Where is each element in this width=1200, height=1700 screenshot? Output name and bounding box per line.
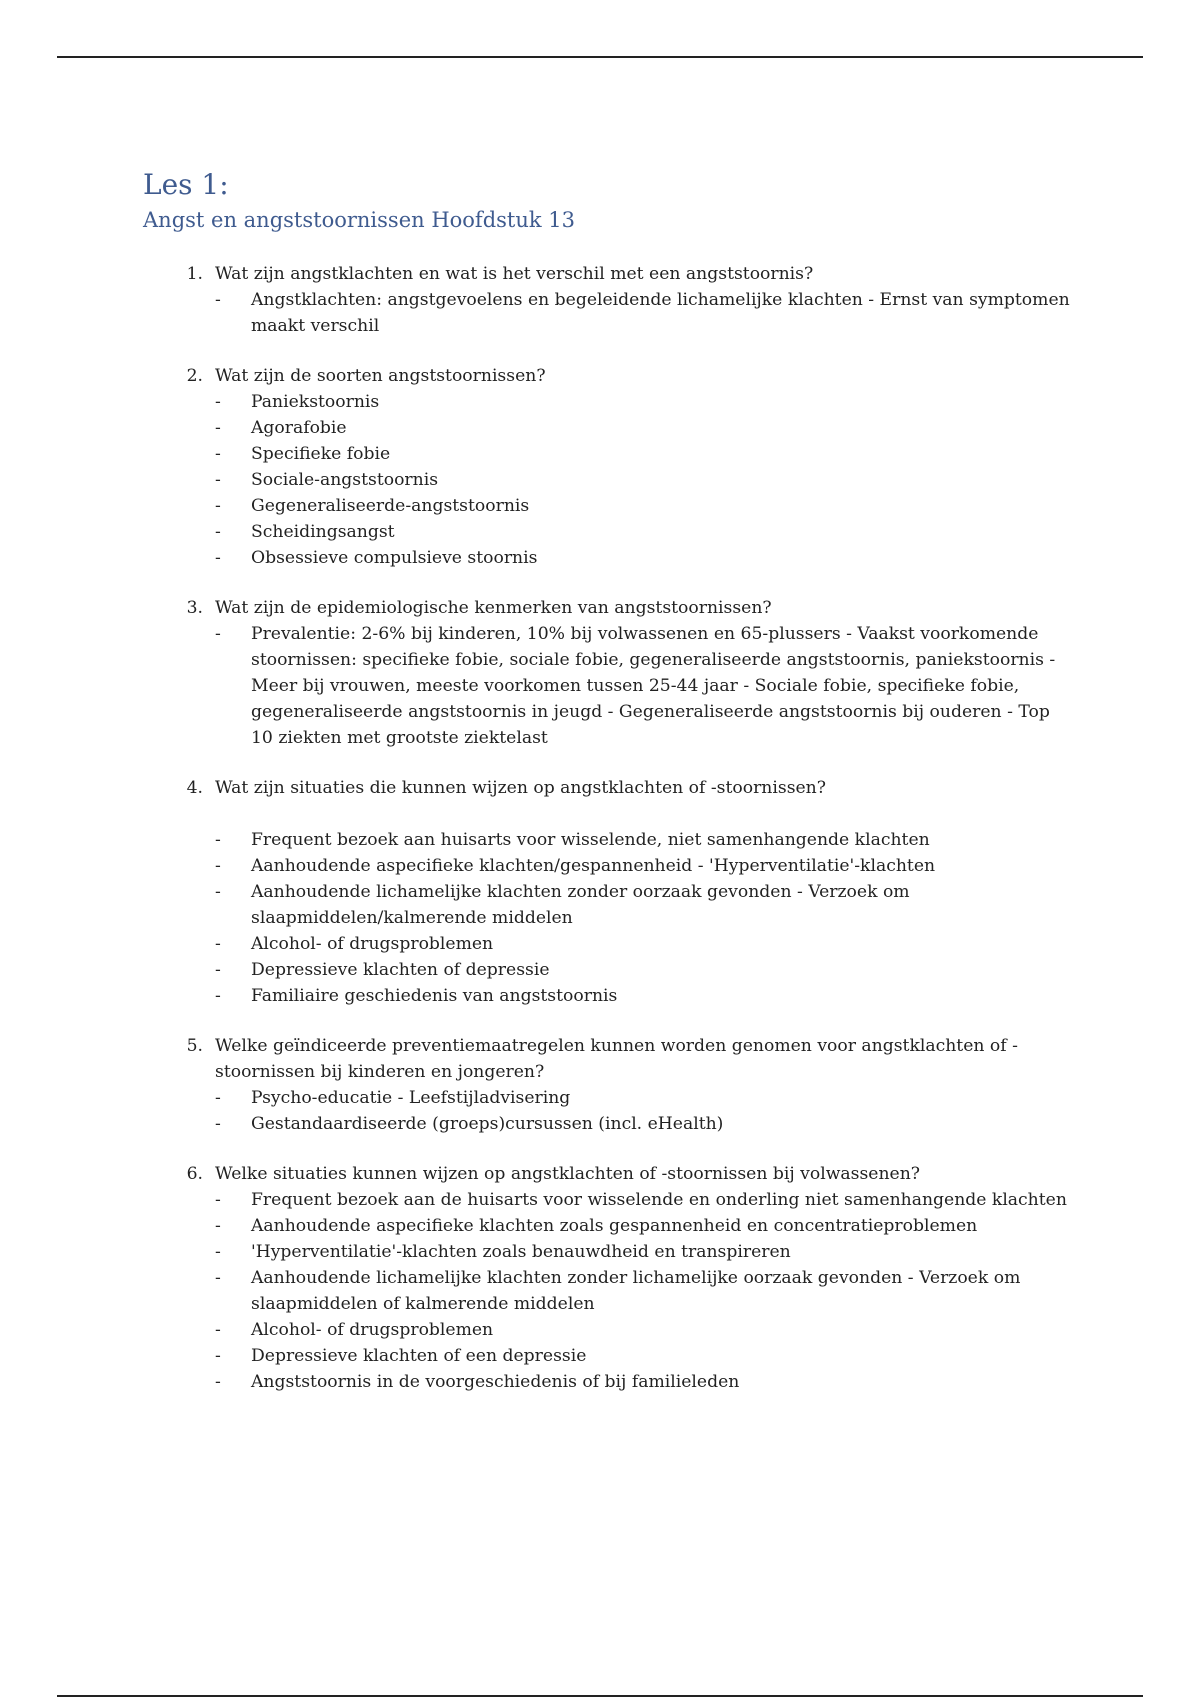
answer-text: Gestandaardiseerde (groeps)cursussen (incl. eHealth) (251, 1114, 724, 1134)
question-text: Welke geïndiceerde preventiemaatregelen kunnen worden genomen voor angstklachten of -stoornissen bij kinderen en jongeren? (215, 1036, 1018, 1082)
answer-text: Specifieke fobie (251, 444, 391, 464)
answer-text: Sociale-angststoornis (251, 470, 439, 490)
bullet-dash: - (215, 470, 221, 490)
question-text: Wat zijn de epidemiologische kenmerken van angststoornissen? (215, 598, 772, 618)
answer-text: Aanhoudende aspecifieke klachten/gespannenheid - 'Hyperventilatie'-klachten (251, 856, 936, 876)
answer-list (143, 1085, 1073, 1137)
top-rule (57, 56, 1143, 58)
question-text: Welke situaties kunnen wijzen op angstklachten of -stoornissen bij volwassenen? (215, 1164, 921, 1184)
question-number: 3. (186, 598, 203, 618)
answer-text: Frequent bezoek aan huisarts voor wisselende, niet samenhangende klachten (251, 830, 930, 850)
bullet-dash: - (215, 856, 221, 876)
answer-text: Obsessieve compulsieve stoornis (251, 548, 538, 568)
bullet-dash: - (215, 986, 221, 1006)
answer-item (143, 957, 1073, 983)
bullet-dash: - (215, 496, 221, 516)
answer-text: Alcohol- of drugsproblemen (251, 1320, 494, 1340)
answer-item (143, 441, 1073, 467)
answer-item (143, 1085, 1073, 1111)
answer-item (143, 519, 1073, 545)
question-row (143, 1033, 1073, 1085)
bullet-dash: - (215, 1190, 221, 1210)
bullet-dash: - (215, 1242, 221, 1262)
answer-item (143, 621, 1073, 751)
answer-text: Angststoornis in de voorgeschiedenis of bij familieleden (251, 1372, 740, 1392)
answer-text: Angstklachten: angstgevoelens en begeleidende lichamelijke klachten - Ernst van symptomen maakt verschil (251, 290, 1070, 336)
bullet-dash: - (215, 444, 221, 464)
answer-item (143, 389, 1073, 415)
bullet-dash: - (215, 624, 221, 644)
answer-item (143, 1239, 1073, 1265)
answer-list (143, 621, 1073, 751)
question-row (143, 261, 1073, 287)
bullet-dash: - (215, 548, 221, 568)
page-subtitle: Angst en angststoornissen Hoofdstuk 13 (143, 208, 575, 232)
answer-item (143, 931, 1073, 957)
bullet-dash: - (215, 1268, 221, 1288)
question-number: 4. (186, 778, 203, 798)
question-item (143, 775, 1073, 1009)
question-row (143, 1161, 1073, 1187)
question-list (143, 261, 1073, 1395)
bullet-dash: - (215, 1346, 221, 1366)
answer-text: Frequent bezoek aan de huisarts voor wisselende en onderling niet samenhangende klachten (251, 1190, 1067, 1210)
answer-list (143, 1187, 1073, 1395)
bullet-dash: - (215, 522, 221, 542)
answer-item (143, 415, 1073, 441)
answer-text: 'Hyperventilatie'-klachten zoals benauwdheid en transpireren (251, 1242, 791, 1262)
question-number: 2. (186, 366, 203, 386)
answer-item (143, 853, 1073, 879)
question-item (143, 1161, 1073, 1395)
question-item (143, 595, 1073, 751)
bullet-dash: - (215, 1320, 221, 1340)
spacer (143, 801, 1073, 827)
answer-text: Familiaire geschiedenis van angststoornis (251, 986, 618, 1006)
answer-item (143, 1369, 1073, 1395)
answer-item (143, 827, 1073, 853)
bullet-dash: - (215, 1216, 221, 1236)
answer-item (143, 1187, 1073, 1213)
question-row (143, 775, 1073, 801)
question-number: 1. (186, 264, 203, 284)
answer-item (143, 1317, 1073, 1343)
answer-item (143, 467, 1073, 493)
question-text: Wat zijn angstklachten en wat is het verschil met een angststoornis? (215, 264, 814, 284)
bullet-dash: - (215, 1114, 221, 1134)
answer-item (143, 1343, 1073, 1369)
question-item (143, 261, 1073, 339)
answer-text: Prevalentie: 2-6% bij kinderen, 10% bij volwassenen en 65-plussers - Vaakst voorkomende stoornissen: specifieke fobie, sociale fobie, gegeneraliseerde angststoornis, paniekstoornis - Meer bij vrouwen, meeste voorkomen tussen 25-44 jaar - Sociale fobie, specifieke fobie, gegeneraliseerde angststoornis in jeugd - Gegeneraliseerde angststoornis bij ouderen - Top 10 ziekten met grootste ziektelast (251, 624, 1056, 748)
bottom-rule (57, 1695, 1143, 1697)
answer-text: Aanhoudende aspecifieke klachten zoals gespannenheid en concentratieproblemen (251, 1216, 978, 1236)
answer-list (143, 389, 1073, 571)
bullet-dash: - (215, 830, 221, 850)
bullet-dash: - (215, 882, 221, 902)
answer-item (143, 287, 1073, 339)
answer-text: Alcohol- of drugsproblemen (251, 934, 494, 954)
bullet-dash: - (215, 1088, 221, 1108)
bullet-dash: - (215, 392, 221, 412)
answer-text: Agorafobie (251, 418, 347, 438)
answer-item (143, 1111, 1073, 1137)
answer-list (143, 287, 1073, 339)
answer-item (143, 493, 1073, 519)
question-row (143, 363, 1073, 389)
answer-text: Aanhoudende lichamelijke klachten zonder lichamelijke oorzaak gevonden - Verzoek om slaapmiddelen of kalmerende middelen (251, 1268, 1021, 1314)
answer-item (143, 879, 1073, 931)
question-number: 6. (186, 1164, 203, 1184)
bullet-dash: - (215, 1372, 221, 1392)
bullet-dash: - (215, 934, 221, 954)
question-text: Wat zijn de soorten angststoornissen? (215, 366, 546, 386)
page-title: Les 1: (143, 168, 229, 201)
question-row (143, 595, 1073, 621)
question-item (143, 1033, 1073, 1137)
answer-text: Paniekstoornis (251, 392, 380, 412)
question-text: Wat zijn situaties die kunnen wijzen op angstklachten of -stoornissen? (215, 778, 826, 798)
answer-item (143, 1213, 1073, 1239)
answer-text: Depressieve klachten of depressie (251, 960, 550, 980)
answer-item (143, 983, 1073, 1009)
answer-list (143, 827, 1073, 1009)
answer-item (143, 545, 1073, 571)
document-body (143, 165, 1073, 1419)
answer-text: Gegeneraliseerde-angststoornis (251, 496, 530, 516)
answer-text: Psycho-educatie - Leefstijladvisering (251, 1088, 571, 1108)
bullet-dash: - (215, 418, 221, 438)
answer-text: Scheidingsangst (251, 522, 395, 542)
answer-text: Depressieve klachten of een depressie (251, 1346, 587, 1366)
question-number: 5. (186, 1036, 203, 1056)
bullet-dash: - (215, 960, 221, 980)
question-item (143, 363, 1073, 571)
answer-item (143, 1265, 1073, 1317)
answer-text: Aanhoudende lichamelijke klachten zonder oorzaak gevonden - Verzoek om slaapmiddelen/kalmerende middelen (251, 882, 910, 928)
bullet-dash: - (215, 290, 221, 310)
